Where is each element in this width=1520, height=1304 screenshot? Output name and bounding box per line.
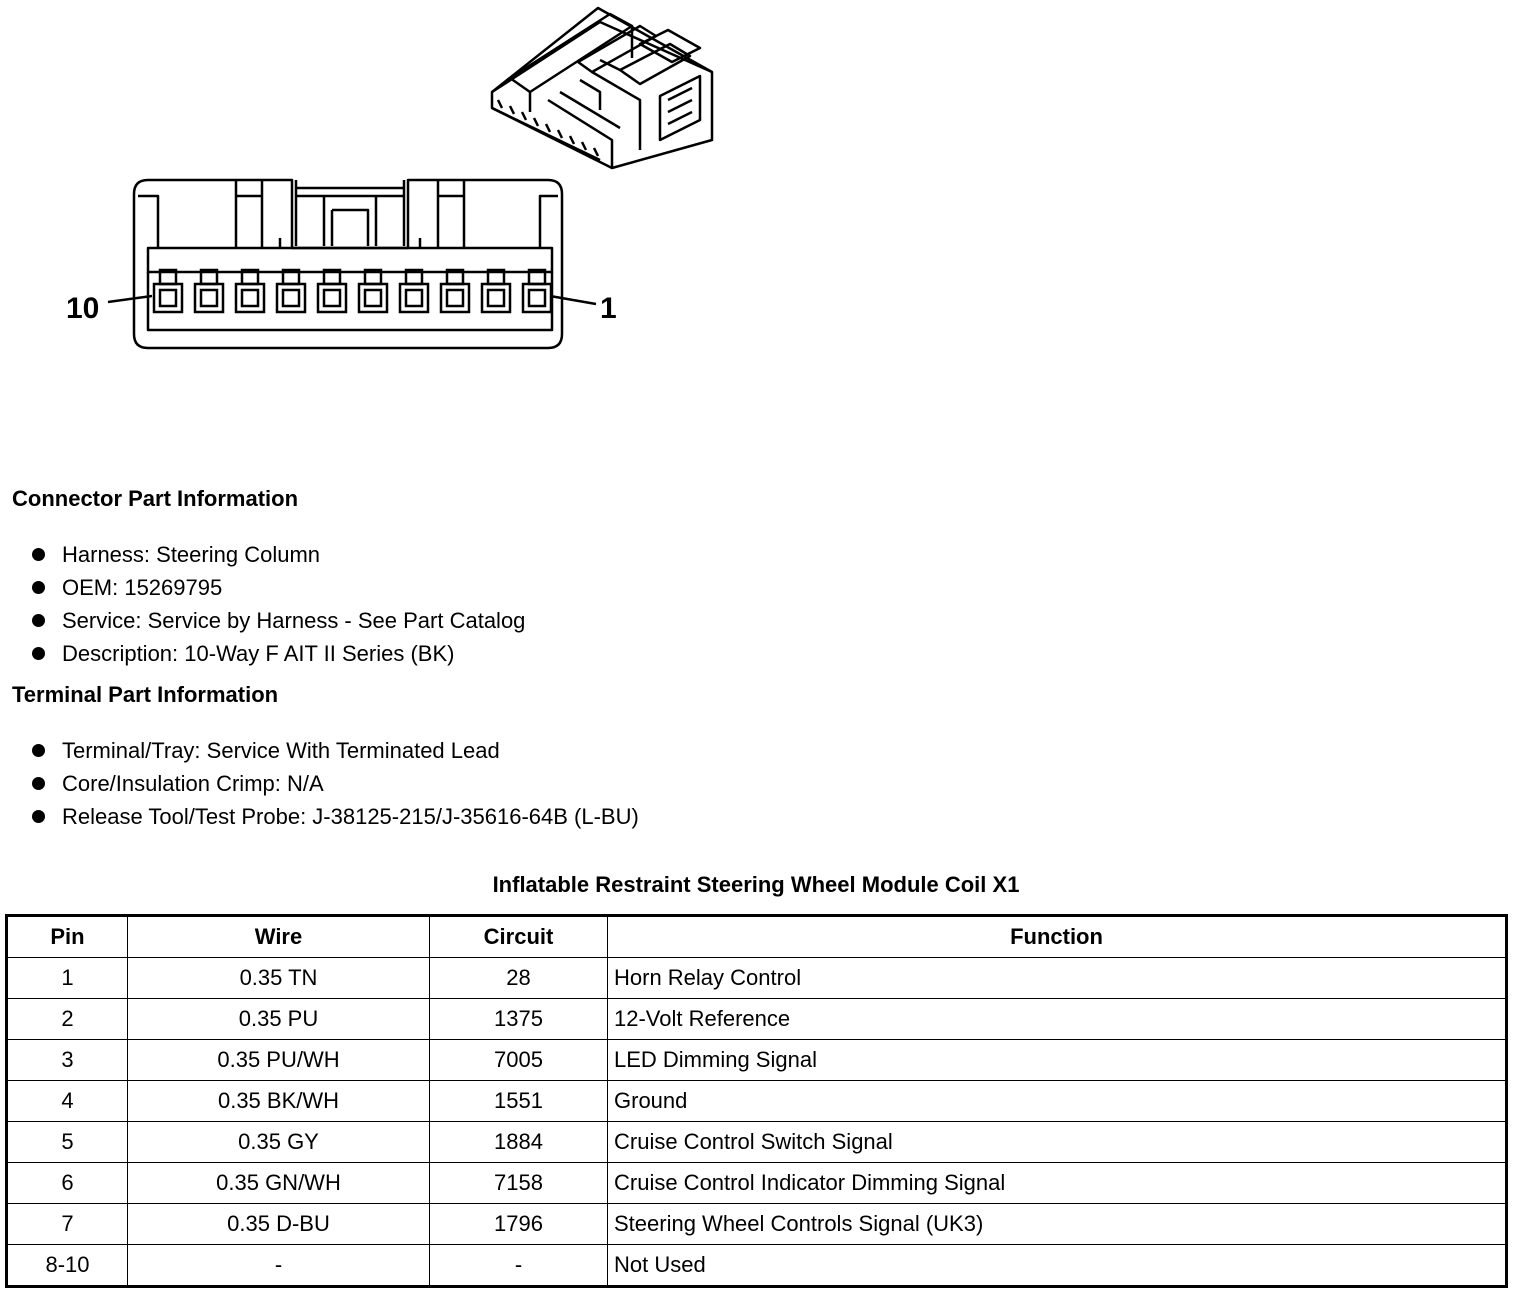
pin-cell: 5 bbox=[7, 1122, 128, 1163]
wire-cell: 0.35 D-BU bbox=[128, 1204, 430, 1245]
table-row bbox=[7, 1122, 1507, 1163]
column-header-pin: Pin bbox=[7, 916, 128, 958]
bullet-icon bbox=[32, 548, 45, 561]
table-row bbox=[7, 1040, 1507, 1081]
pin-cell: 4 bbox=[7, 1081, 128, 1122]
terminal-info-heading: Terminal Part Information bbox=[12, 682, 279, 707]
pin-10-label: 10 bbox=[66, 292, 100, 325]
bullet-icon bbox=[32, 614, 45, 627]
function-cell: 12-Volt Reference bbox=[608, 999, 1507, 1040]
pin-cell: 3 bbox=[7, 1040, 128, 1081]
pin-1-label: 1 bbox=[600, 292, 617, 325]
list-item: OEM: 15269795 bbox=[32, 571, 525, 604]
pin-cavity bbox=[482, 270, 510, 312]
list-item: Harness: Steering Column bbox=[32, 538, 525, 571]
pin-cell: 2 bbox=[7, 999, 128, 1040]
wire-cell: 0.35 BK/WH bbox=[128, 1081, 430, 1122]
pin-cavity bbox=[318, 270, 346, 312]
function-cell: LED Dimming Signal bbox=[608, 1040, 1507, 1081]
function-cell: Cruise Control Indicator Dimming Signal bbox=[608, 1163, 1507, 1204]
list-item: Release Tool/Test Probe: J-38125-215/J-35616-64B (L-BU) bbox=[32, 800, 639, 833]
circuit-cell: 7158 bbox=[430, 1163, 608, 1204]
table-header-row bbox=[7, 916, 1507, 958]
column-header-wire: Wire bbox=[128, 916, 430, 958]
pin-cavity bbox=[441, 270, 469, 312]
circuit-cell: 1551 bbox=[430, 1081, 608, 1122]
circuit-cell: 28 bbox=[430, 958, 608, 999]
pin-cavity bbox=[154, 270, 182, 312]
connector-info-list bbox=[32, 538, 525, 670]
table-row bbox=[7, 1081, 1507, 1122]
wire-cell: 0.35 GY bbox=[128, 1122, 430, 1163]
bullet-icon bbox=[32, 777, 45, 790]
list-item: Core/Insulation Crimp: N/A bbox=[32, 767, 639, 800]
table-title: Inflatable Restraint Steering Wheel Module Coil X1 bbox=[492, 872, 1020, 897]
pin-cavity bbox=[195, 270, 223, 312]
function-cell: Cruise Control Switch Signal bbox=[608, 1122, 1507, 1163]
function-cell: Steering Wheel Controls Signal (UK3) bbox=[608, 1204, 1507, 1245]
column-header-circuit: Circuit bbox=[430, 916, 608, 958]
table-row bbox=[7, 1163, 1507, 1204]
table-row bbox=[7, 999, 1507, 1040]
circuit-cell: - bbox=[430, 1245, 608, 1287]
function-cell: Not Used bbox=[608, 1245, 1507, 1287]
pin-cavity bbox=[400, 270, 428, 312]
circuit-cell: 7005 bbox=[430, 1040, 608, 1081]
pin-cell: 8-10 bbox=[7, 1245, 128, 1287]
wire-cell: 0.35 TN bbox=[128, 958, 430, 999]
bullet-icon bbox=[32, 810, 45, 823]
connector-diagram bbox=[0, 0, 760, 380]
pin-cell: 7 bbox=[7, 1204, 128, 1245]
pin-10-leader bbox=[108, 296, 152, 302]
list-item: Service: Service by Harness - See Part Catalog bbox=[32, 604, 525, 637]
circuit-cell: 1375 bbox=[430, 999, 608, 1040]
circuit-cell: 1796 bbox=[430, 1204, 608, 1245]
function-cell: Ground bbox=[608, 1081, 1507, 1122]
pin-cavity bbox=[359, 270, 387, 312]
bullet-icon bbox=[32, 647, 45, 660]
list-item: Description: 10-Way F AIT II Series (BK) bbox=[32, 637, 525, 670]
table-row bbox=[7, 1245, 1507, 1287]
connector-front-view bbox=[134, 180, 562, 348]
bullet-icon bbox=[32, 581, 45, 594]
table-row bbox=[7, 1204, 1507, 1245]
connector-3d-view bbox=[492, 8, 712, 168]
circuit-cell: 1884 bbox=[430, 1122, 608, 1163]
list-item: Terminal/Tray: Service With Terminated Lead bbox=[32, 734, 639, 767]
pin-cavity bbox=[277, 270, 305, 312]
pin-cell: 1 bbox=[7, 958, 128, 999]
pin-cavity bbox=[236, 270, 264, 312]
connector-info-heading: Connector Part Information bbox=[12, 486, 299, 511]
wire-cell: 0.35 GN/WH bbox=[128, 1163, 430, 1204]
pinout-table bbox=[5, 914, 1508, 1288]
terminal-info-list bbox=[32, 734, 639, 833]
function-cell: Horn Relay Control bbox=[608, 958, 1507, 999]
pin-cavities bbox=[154, 270, 551, 312]
wire-cell: 0.35 PU bbox=[128, 999, 430, 1040]
table-row bbox=[7, 958, 1507, 999]
pin-cell: 6 bbox=[7, 1163, 128, 1204]
column-header-function: Function bbox=[608, 916, 1507, 958]
pin-cavity bbox=[523, 270, 551, 312]
pin-1-leader bbox=[550, 296, 596, 304]
bullet-icon bbox=[32, 744, 45, 757]
wire-cell: 0.35 PU/WH bbox=[128, 1040, 430, 1081]
wire-cell: - bbox=[128, 1245, 430, 1287]
